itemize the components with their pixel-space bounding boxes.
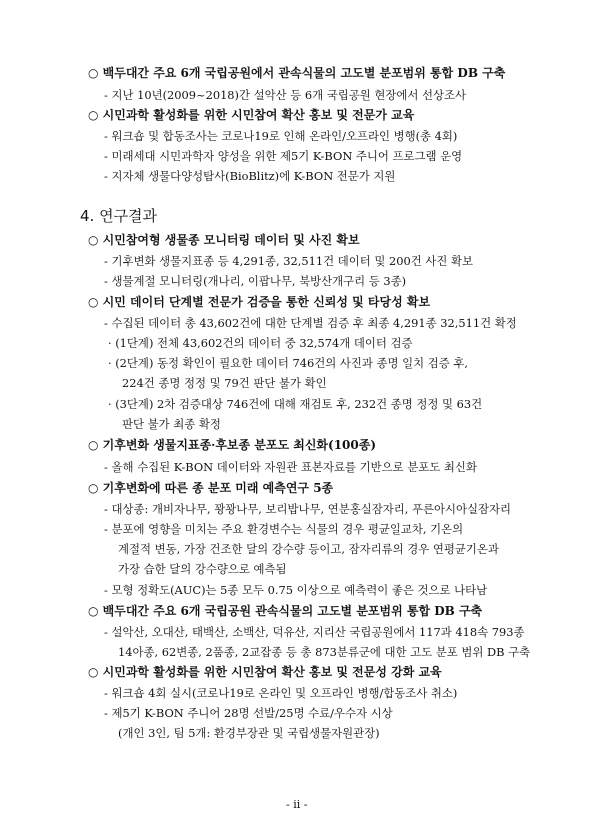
sub-list-item: · (2단계) 동정 확인이 필요한 데이터 746건의 사진과 종명 일치 검증 후, xyxy=(108,356,469,370)
list-continuation: (개인 3인, 팀 5개: 환경부장관 및 국립생물자원관장) xyxy=(118,726,380,740)
bullet-heading: ○ 시민과학 활성화를 위한 시민참여 확산 홍보 및 전문가 교육 xyxy=(88,108,415,122)
bullet-heading: ○ 시민 데이터 단계별 전문가 검증을 통한 신뢰성 및 타당성 확보 xyxy=(88,295,431,309)
list-item: - 올해 수집된 K-BON 데이터와 자원관 표본자료를 기반으로 분포도 최신화 xyxy=(104,460,477,474)
list-item: - 수집된 데이터 총 43,602건에 대한 단계별 검증 후 최종 4,291종 32,511건 확정 xyxy=(104,316,517,330)
section-title: 4. 연구결과 xyxy=(80,207,158,225)
list-item: - 워크숍 4회 실시(코로나19로 온라인 및 오프라인 병행/합동조사 취소) xyxy=(104,686,458,700)
list-item: - 설악산, 오대산, 태백산, 소백산, 덕유산, 지리산 국립공원에서 117과 418속 793종 xyxy=(104,625,525,639)
list-item: - 생물계절 모니터링(개나리, 이팝나무, 북방산개구리 등 3종) xyxy=(104,274,407,288)
list-continuation: 14아종, 62변종, 2품종, 2교잡종 등 총 873분류군에 대한 고도 분포 범위 DB 구축 xyxy=(118,645,531,659)
list-item: - 제5기 K-BON 주니어 28명 선발/25명 수료/우수자 시상 xyxy=(104,706,393,720)
bullet-heading: ○ 기후변화 생물지표종·후보종 분포도 최신화(100종) xyxy=(88,438,377,452)
list-item: - 대상종: 개비자나무, 꽝꽝나무, 보리밥나무, 연분홍실잠자리, 푸른아시아실잠자리 xyxy=(104,502,512,516)
bullet-heading: ○ 시민과학 활성화를 위한 시민참여 확산 홍보 및 전문성 강화 교육 xyxy=(88,665,442,679)
sub-list-continuation: 224건 종명 정정 및 79건 판단 불가 확인 xyxy=(122,376,327,390)
sub-list-item: · (3단계) 2차 검증대상 746건에 대해 재검토 후, 232건 종명 정정 및 63건 xyxy=(108,397,483,411)
bullet-heading: ○ 백두대간 주요 6개 국립공원 관속식물의 고도별 분포범위 통합 DB 구축 xyxy=(88,604,483,618)
list-item: - 미래세대 시민과학자 양성을 위한 제5기 K-BON 주니어 프로그램 운영 xyxy=(104,149,463,163)
sub-list-item: · (1단계) 전체 43,602건의 데이터 중 32,574개 데이터 검증 xyxy=(108,336,413,350)
sub-list-continuation: 판단 불가 최종 확정 xyxy=(122,417,221,431)
page-number: - ii - xyxy=(286,798,308,811)
list-continuation: 계절적 변동, 가장 건조한 달의 강수량 등이고, 잠자리류의 경우 연평균기온과 xyxy=(118,542,499,556)
bullet-heading: ○ 백두대간 주요 6개 국립공원에서 관속식물의 고도별 분포범위 통합 DB 구축 xyxy=(88,66,506,80)
list-item: - 지난 10년(2009~2018)간 설악산 등 6개 국립공원 현장에서 선상조사 xyxy=(104,88,467,102)
bullet-heading: ○ 기후변화에 따른 종 분포 미래 예측연구 5종 xyxy=(88,481,334,495)
list-item: - 모형 정확도(AUC)는 5종 모두 0.75 이상으로 예측력이 좋은 것으로 나타남 xyxy=(104,583,488,597)
list-item: - 기후변화 생물지표종 등 4,291종, 32,511건 데이터 및 200건 사진 확보 xyxy=(104,254,473,268)
bullet-heading: ○ 시민참여형 생물종 모니터링 데이터 및 사진 확보 xyxy=(88,233,360,247)
list-item: - 분포에 영향을 미치는 주요 환경변수는 식물의 경우 평균일교차, 기온의 xyxy=(104,522,464,536)
list-item: - 지자체 생물다양성탐사(BioBlitz)에 K-BON 전문가 지원 xyxy=(104,169,396,183)
list-continuation: 가장 습한 달의 강수량으로 예측됨 xyxy=(118,562,287,576)
list-item: - 워크숍 및 합동조사는 코로나19로 인해 온라인/오프라인 병행(총 4회) xyxy=(104,129,458,143)
